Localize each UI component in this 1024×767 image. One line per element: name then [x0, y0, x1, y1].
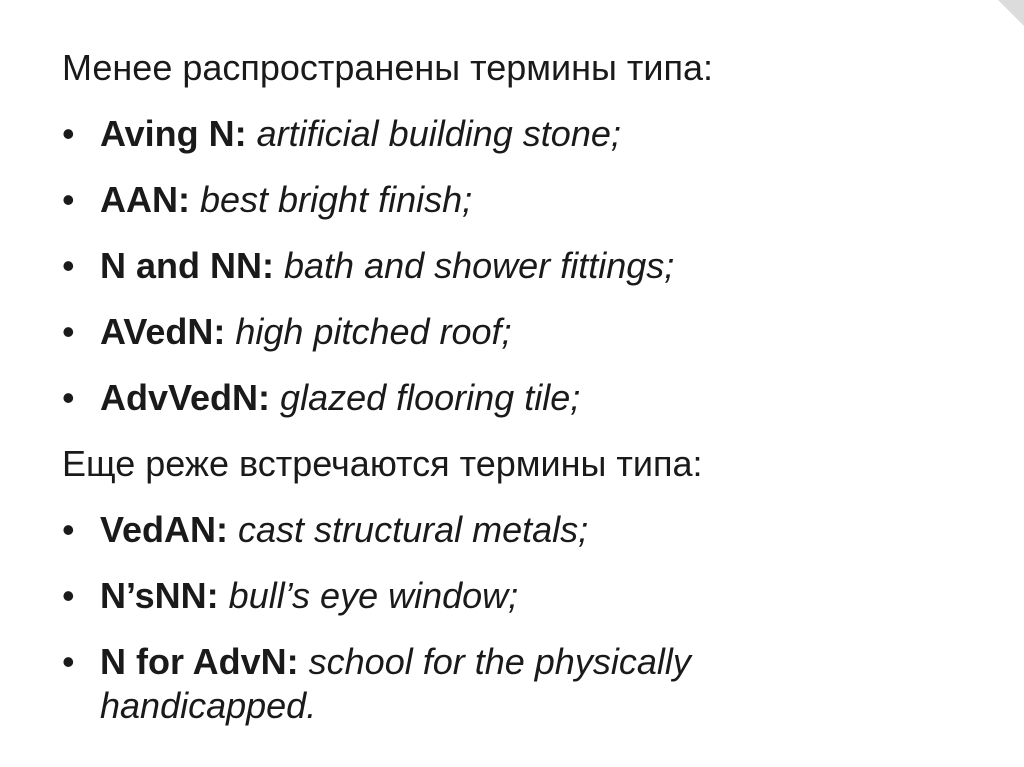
- list-item: [62, 574, 992, 618]
- term-example: bath and shower fittings;: [284, 245, 675, 286]
- bullet-icon: •: [62, 641, 75, 682]
- bullet-icon: •: [62, 311, 75, 352]
- list-item: [62, 640, 800, 728]
- list-item: [62, 112, 992, 156]
- term-example: high pitched roof;: [235, 311, 512, 352]
- term-pattern: N and NN:: [100, 245, 284, 286]
- term-pattern: VedAN:: [100, 509, 239, 550]
- term-pattern: AAN:: [100, 179, 200, 220]
- term-pattern: AVedN:: [100, 311, 236, 352]
- term-example: school for the physically handicapped.: [100, 641, 691, 726]
- bullet-icon: •: [62, 245, 75, 286]
- term-example: best bright finish;: [199, 179, 473, 220]
- term-example: artificial building stone;: [256, 113, 621, 154]
- bullet-icon: •: [62, 509, 75, 550]
- term-pattern: Aving N:: [100, 113, 257, 154]
- term-pattern: N for AdvN:: [100, 641, 309, 682]
- bullet-icon: •: [62, 179, 75, 220]
- term-example: bull’s eye window;: [228, 575, 519, 616]
- bullet-icon: •: [62, 377, 75, 418]
- list-item: [62, 310, 992, 354]
- bullet-icon: •: [62, 575, 75, 616]
- bullet-icon: •: [62, 113, 75, 154]
- list-item: [62, 178, 992, 222]
- term-example: cast structural metals;: [238, 509, 589, 550]
- intro-paragraph-2: Еще реже встречаются термины типа:: [62, 443, 703, 484]
- intro-paragraph-1: Менее распространены термины типа:: [62, 47, 713, 88]
- list-item: [62, 244, 992, 288]
- term-pattern: AdvVedN:: [100, 377, 281, 418]
- list-item: [62, 508, 992, 552]
- slide-body: [62, 46, 992, 750]
- page-corner-decoration: [998, 0, 1024, 26]
- term-pattern: N’sNN:: [100, 575, 229, 616]
- list-item: [62, 376, 992, 420]
- term-example: glazed flooring tile;: [280, 377, 581, 418]
